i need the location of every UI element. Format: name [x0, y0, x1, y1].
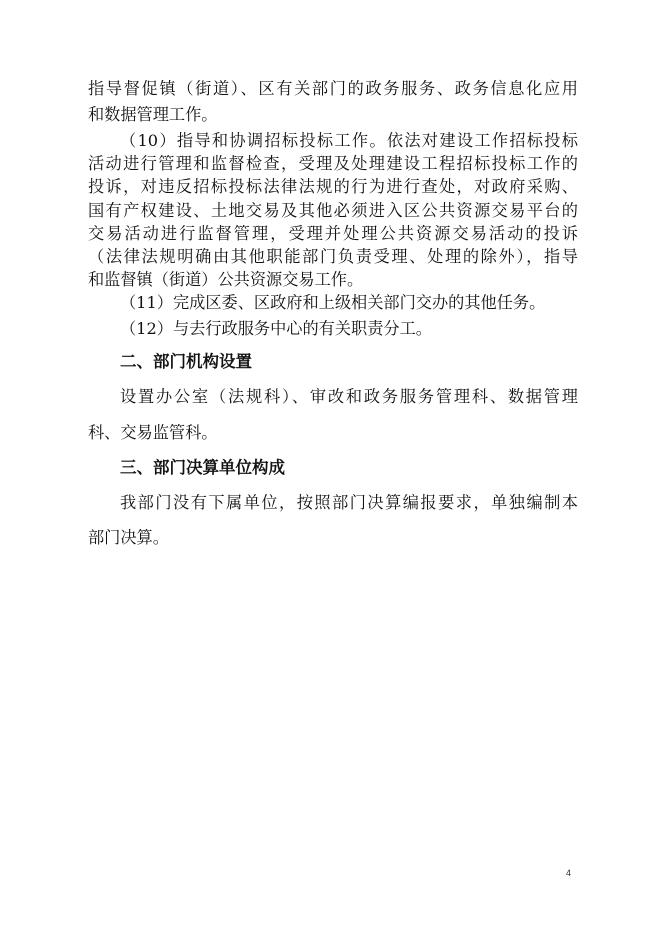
paragraph-line: 交易活动进行监督管理，受理并处理公共资源交易活动的投诉 — [88, 224, 578, 243]
paragraph-line: 投诉，对违反招标投标法律法规的行为进行查处，对政府采购、 — [88, 177, 578, 196]
paragraph-line: （11）完成区委、区政府和上级相关部门交办的其他任务。 — [120, 293, 546, 312]
paragraph-line: （12）与去行政服务中心的有关职责分工。 — [120, 319, 432, 338]
paragraph-line: 指导督促镇（街道）、区有关部门的政务服务、政务信息化应用 — [88, 79, 578, 98]
page-number: 4 — [566, 868, 572, 878]
paragraph-line: 科、交易监管科。 — [88, 423, 218, 442]
paragraph-line: 设置办公室（法规科）、审改和政务服务管理科、数据管理 — [120, 387, 578, 406]
paragraph-line: 国有产权建设、土地交易及其他必须进入区公共资源交易平台的 — [88, 201, 578, 220]
section-heading: 三、部门决算单位构成 — [120, 458, 285, 477]
paragraph-line: 和数据管理工作。 — [88, 105, 218, 124]
paragraph-line: （法律法规明确由其他职能部门负责受理、处理的除外），指导 — [88, 247, 578, 266]
section-heading: 二、部门机构设置 — [120, 352, 252, 371]
paragraph-line: 活动进行管理和监督检查，受理及处理建设工程招标投标工作的 — [88, 154, 578, 173]
paragraph-line: （10）指导和协调招标投标工作。依法对建设工作招标投标 — [120, 131, 578, 150]
paragraph-line: 和监督镇（街道）公共资源交易工作。 — [88, 270, 364, 289]
paragraph-line: 我部门没有下属单位，按照部门决算编报要求，单独编制本 — [120, 493, 578, 512]
paragraph-line: 部门决算。 — [88, 528, 169, 547]
